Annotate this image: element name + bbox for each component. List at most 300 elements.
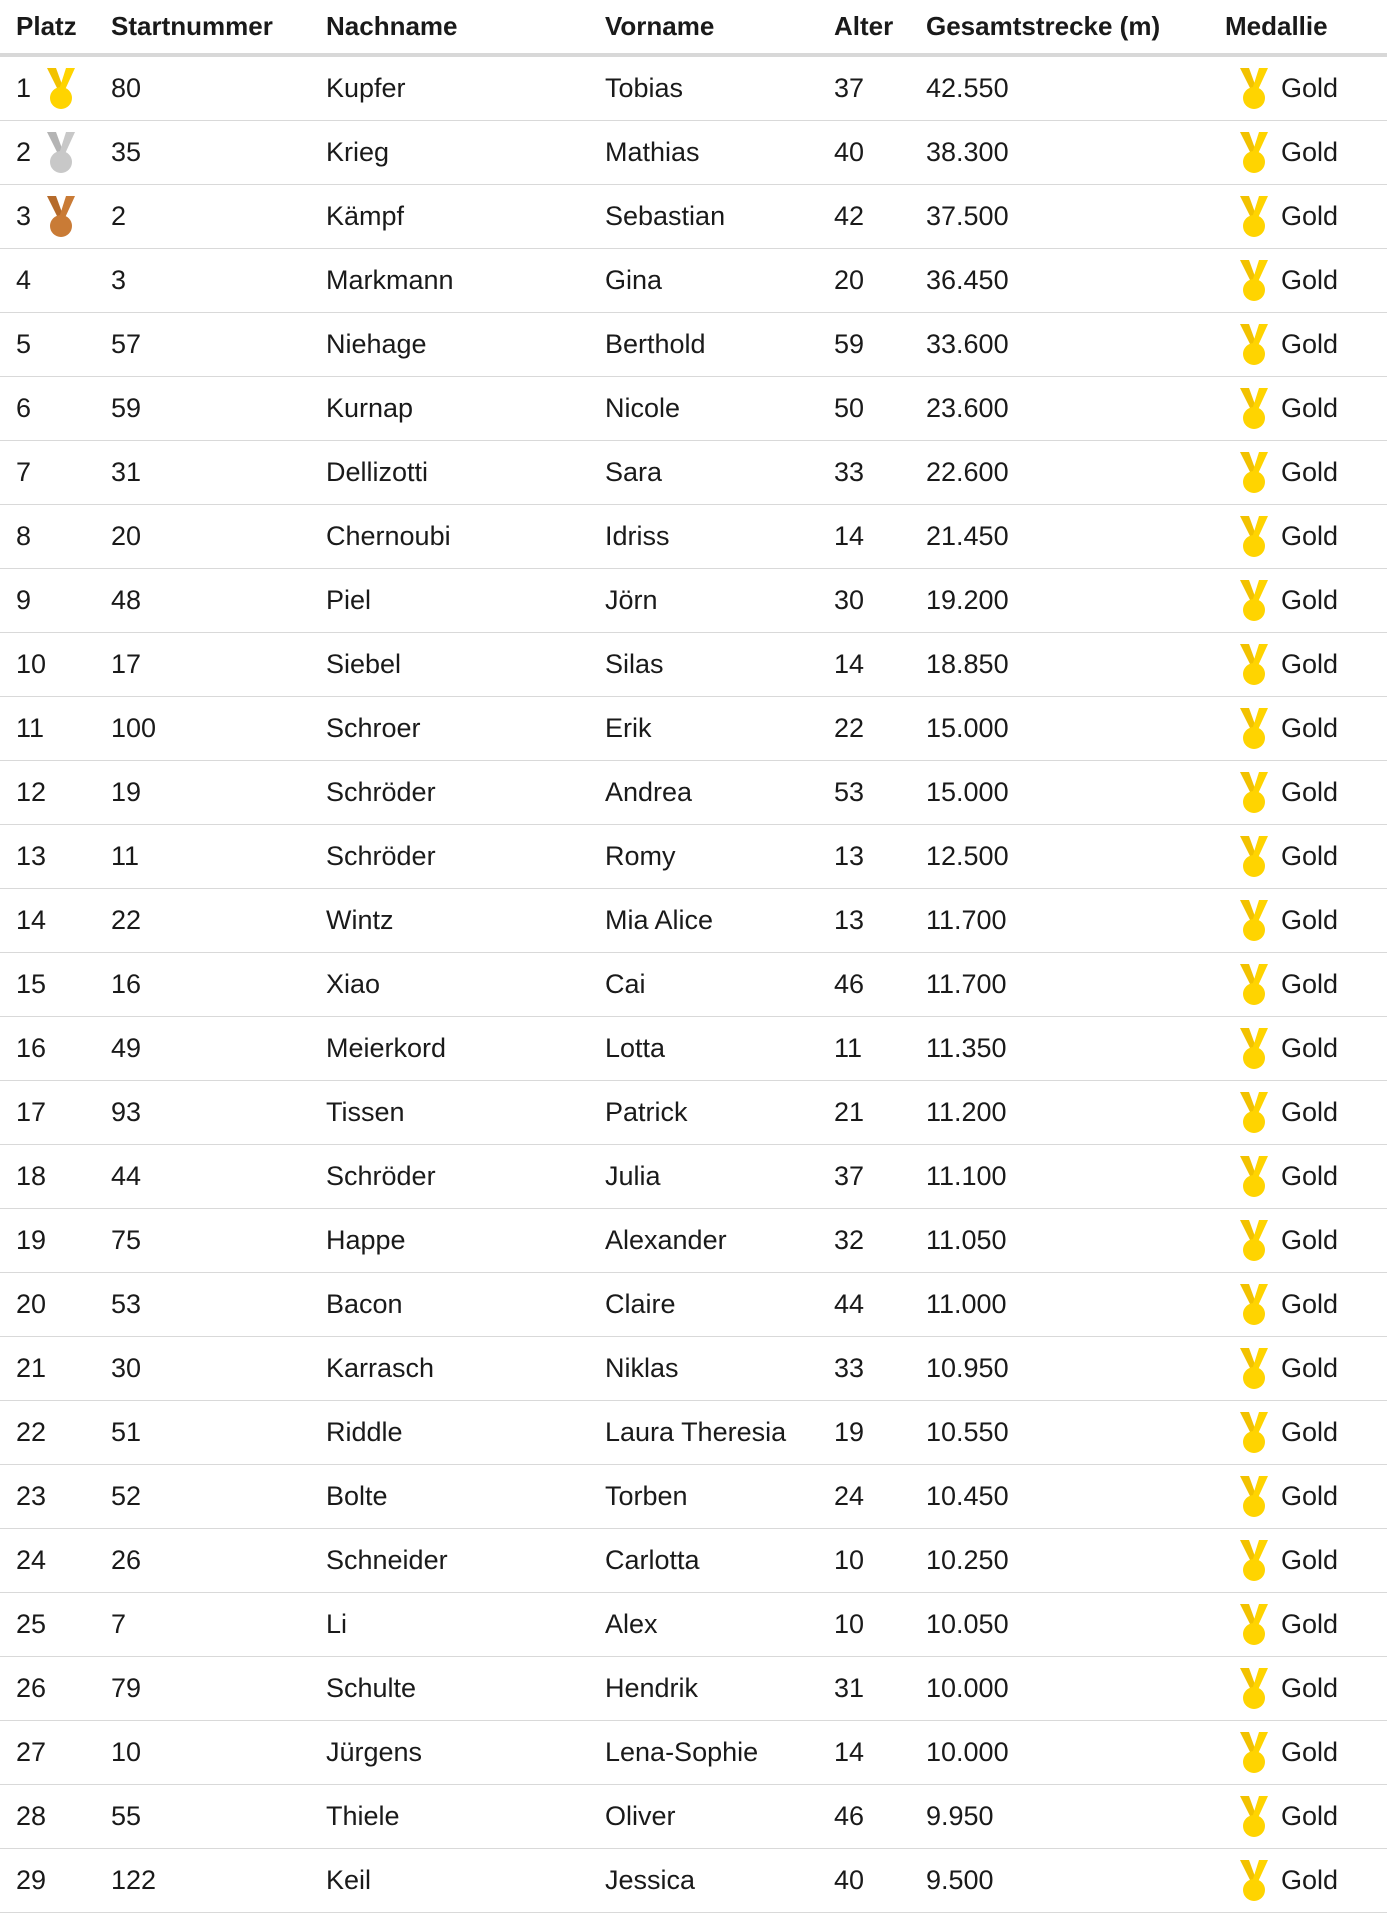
cell-nachname: Jürgens [310, 1720, 589, 1784]
cell-startnummer: 93 [95, 1080, 310, 1144]
table-row [0, 568, 1387, 632]
cell-medaille [1209, 568, 1387, 632]
cell-platz [0, 376, 95, 440]
medal-label: Gold [1281, 1480, 1339, 1511]
cell-startnummer: 16 [95, 952, 310, 1016]
medal-label: Gold [1281, 1160, 1339, 1191]
cell-alter: 37 [818, 1144, 910, 1208]
cell-nachname: Bolte [310, 1464, 589, 1528]
cell-vorname: Mathias [589, 120, 818, 184]
cell-platz [0, 632, 95, 696]
cell-medaille [1209, 824, 1387, 888]
cell-alter: 30 [818, 568, 910, 632]
gold-medal-icon [1238, 898, 1270, 942]
table-row [0, 1016, 1387, 1080]
cell-nachname: Kurnap [310, 376, 589, 440]
table-row [0, 1400, 1387, 1464]
cell-medaille [1209, 760, 1387, 824]
cell-gesamtstrecke: 15.000 [910, 696, 1209, 760]
platz-value: 20 [16, 1288, 47, 1319]
cell-vorname: Erik [589, 696, 818, 760]
cell-startnummer: 7 [95, 1592, 310, 1656]
cell-startnummer: 79 [95, 1656, 310, 1720]
table-row [0, 312, 1387, 376]
cell-vorname: Hendrik [589, 1656, 818, 1720]
cell-gesamtstrecke: 11.700 [910, 952, 1209, 1016]
cell-platz [0, 1720, 95, 1784]
cell-vorname: Idriss [589, 504, 818, 568]
cell-startnummer: 80 [95, 55, 310, 120]
cell-gesamtstrecke: 18.850 [910, 632, 1209, 696]
cell-nachname: Schröder [310, 760, 589, 824]
cell-nachname: Kämpf [310, 184, 589, 248]
table-row [0, 55, 1387, 120]
cell-nachname: Krieg [310, 120, 589, 184]
gold-medal-icon [1238, 834, 1270, 878]
cell-alter: 14 [818, 632, 910, 696]
gold-medal-icon [1238, 1474, 1270, 1518]
cell-platz [0, 1272, 95, 1336]
cell-vorname: Carlotta [589, 1528, 818, 1592]
cell-vorname: Sebastian [589, 184, 818, 248]
cell-vorname: Romy [589, 824, 818, 888]
cell-alter: 10 [818, 1528, 910, 1592]
header-startnummer[interactable]: Startnummer [95, 0, 310, 55]
cell-startnummer: 75 [95, 1208, 310, 1272]
cell-medaille [1209, 1272, 1387, 1336]
platz-value: 26 [16, 1672, 47, 1703]
medal-label: Gold [1281, 136, 1339, 167]
platz-value: 4 [16, 264, 32, 295]
cell-alter: 21 [818, 1080, 910, 1144]
table-row [0, 1848, 1387, 1912]
gold-medal-icon [1238, 450, 1270, 494]
table-header [0, 0, 1387, 55]
cell-gesamtstrecke: 10.000 [910, 1720, 1209, 1784]
cell-vorname: Cai [589, 952, 818, 1016]
table-row [0, 1592, 1387, 1656]
cell-startnummer: 2 [95, 184, 310, 248]
table-row [0, 1080, 1387, 1144]
cell-medaille [1209, 696, 1387, 760]
platz-value: 27 [16, 1736, 47, 1767]
platz-value: 3 [16, 200, 32, 231]
cell-gesamtstrecke: 10.550 [910, 1400, 1209, 1464]
cell-platz [0, 1400, 95, 1464]
cell-medaille [1209, 1784, 1387, 1848]
cell-nachname: Thiele [310, 1784, 589, 1848]
cell-vorname: Andrea [589, 760, 818, 824]
platz-value: 29 [16, 1864, 47, 1895]
cell-alter: 44 [818, 1272, 910, 1336]
cell-vorname: Lena-Sophie [589, 1720, 818, 1784]
medal-label: Gold [1281, 712, 1339, 743]
cell-medaille [1209, 1720, 1387, 1784]
platz-value: 24 [16, 1544, 47, 1575]
cell-gesamtstrecke: 11.050 [910, 1208, 1209, 1272]
platz-value: 9 [16, 584, 32, 615]
medal-label: Gold [1281, 1352, 1339, 1383]
cell-startnummer: 31 [95, 440, 310, 504]
cell-alter: 19 [818, 1400, 910, 1464]
cell-medaille [1209, 1208, 1387, 1272]
header-nachname[interactable]: Nachname [310, 0, 589, 55]
cell-medaille [1209, 1656, 1387, 1720]
cell-startnummer: 26 [95, 1528, 310, 1592]
cell-startnummer: 22 [95, 888, 310, 952]
medal-label: Gold [1281, 1288, 1339, 1319]
cell-gesamtstrecke: 9.950 [910, 1784, 1209, 1848]
gold-medal-icon [1238, 1282, 1270, 1326]
table-row [0, 376, 1387, 440]
platz-value: 18 [16, 1160, 47, 1191]
cell-nachname: Xiao [310, 952, 589, 1016]
platz-value: 12 [16, 776, 47, 807]
cell-nachname: Schröder [310, 1144, 589, 1208]
cell-vorname: Jessica [589, 1848, 818, 1912]
cell-vorname: Laura Theresia [589, 1400, 818, 1464]
medal-label: Gold [1281, 776, 1339, 807]
gold-medal-icon [1238, 578, 1270, 622]
platz-value: 22 [16, 1416, 47, 1447]
cell-gesamtstrecke: 11.700 [910, 888, 1209, 952]
table-row [0, 248, 1387, 312]
cell-nachname: Siebel [310, 632, 589, 696]
table-row [0, 1720, 1387, 1784]
gold-medal-icon [1238, 322, 1270, 366]
cell-gesamtstrecke: 23.600 [910, 376, 1209, 440]
cell-platz [0, 696, 95, 760]
cell-startnummer: 100 [95, 696, 310, 760]
cell-medaille [1209, 184, 1387, 248]
cell-vorname: Alexander [589, 1208, 818, 1272]
cell-platz [0, 1016, 95, 1080]
cell-nachname: Riddle [310, 1400, 589, 1464]
cell-medaille [1209, 55, 1387, 120]
cell-vorname: Niklas [589, 1336, 818, 1400]
platz-value: 7 [16, 456, 32, 487]
table-row [0, 1528, 1387, 1592]
cell-vorname: Mia Alice [589, 888, 818, 952]
cell-gesamtstrecke: 12.500 [910, 824, 1209, 888]
table-row [0, 952, 1387, 1016]
cell-startnummer: 44 [95, 1144, 310, 1208]
gold-medal-icon [1238, 706, 1270, 750]
gold-medal-icon [1238, 386, 1270, 430]
medal-label: Gold [1281, 904, 1339, 935]
cell-gesamtstrecke: 9.500 [910, 1848, 1209, 1912]
silver-medal-icon [45, 130, 77, 174]
gold-medal-icon [1238, 1666, 1270, 1710]
gold-medal-icon [1238, 1154, 1270, 1198]
cell-alter: 59 [818, 312, 910, 376]
cell-nachname: Bacon [310, 1272, 589, 1336]
cell-startnummer: 30 [95, 1336, 310, 1400]
table-row [0, 1208, 1387, 1272]
cell-gesamtstrecke: 10.250 [910, 1528, 1209, 1592]
cell-gesamtstrecke: 15.000 [910, 760, 1209, 824]
cell-gesamtstrecke: 19.200 [910, 568, 1209, 632]
cell-gesamtstrecke: 42.550 [910, 55, 1209, 120]
gold-medal-icon [1238, 1410, 1270, 1454]
cell-alter: 14 [818, 504, 910, 568]
table-row [0, 760, 1387, 824]
cell-startnummer: 59 [95, 376, 310, 440]
cell-vorname: Oliver [589, 1784, 818, 1848]
gold-medal-icon [1238, 1218, 1270, 1262]
cell-medaille [1209, 888, 1387, 952]
table-row [0, 1336, 1387, 1400]
medal-label: Gold [1281, 392, 1339, 423]
cell-alter: 11 [818, 1016, 910, 1080]
gold-medal-icon [1238, 1346, 1270, 1390]
cell-startnummer: 19 [95, 760, 310, 824]
cell-startnummer: 35 [95, 120, 310, 184]
cell-platz [0, 504, 95, 568]
gold-medal-icon [1238, 1730, 1270, 1774]
cell-gesamtstrecke: 11.350 [910, 1016, 1209, 1080]
medal-label: Gold [1281, 1416, 1339, 1447]
cell-alter: 46 [818, 952, 910, 1016]
cell-platz [0, 824, 95, 888]
cell-startnummer: 51 [95, 1400, 310, 1464]
medal-label: Gold [1281, 968, 1339, 999]
gold-medal-icon [45, 66, 77, 110]
cell-alter: 33 [818, 440, 910, 504]
cell-startnummer: 48 [95, 568, 310, 632]
cell-platz [0, 440, 95, 504]
gold-medal-icon [1238, 1538, 1270, 1582]
table-row [0, 824, 1387, 888]
cell-vorname: Lotta [589, 1016, 818, 1080]
cell-gesamtstrecke: 10.000 [910, 1656, 1209, 1720]
platz-value: 14 [16, 904, 47, 935]
cell-alter: 22 [818, 696, 910, 760]
cell-medaille [1209, 952, 1387, 1016]
cell-alter: 33 [818, 1336, 910, 1400]
gold-medal-icon [1238, 514, 1270, 558]
medal-label: Gold [1281, 264, 1339, 295]
cell-nachname: Schroer [310, 696, 589, 760]
cell-platz [0, 184, 95, 248]
cell-medaille [1209, 1336, 1387, 1400]
cell-nachname: Schulte [310, 1656, 589, 1720]
gold-medal-icon [1238, 642, 1270, 686]
medal-label: Gold [1281, 1224, 1339, 1255]
cell-platz [0, 248, 95, 312]
cell-platz [0, 1784, 95, 1848]
cell-medaille [1209, 120, 1387, 184]
platz-value: 21 [16, 1352, 47, 1383]
cell-gesamtstrecke: 21.450 [910, 504, 1209, 568]
cell-medaille [1209, 1080, 1387, 1144]
gold-medal-icon [1238, 770, 1270, 814]
medal-label: Gold [1281, 200, 1339, 231]
cell-medaille [1209, 440, 1387, 504]
medal-label: Gold [1281, 840, 1339, 871]
header-vorname[interactable]: Vorname [589, 0, 818, 55]
cell-alter: 46 [818, 1784, 910, 1848]
cell-medaille [1209, 248, 1387, 312]
platz-value: 13 [16, 840, 47, 871]
cell-nachname: Dellizotti [310, 440, 589, 504]
medal-label: Gold [1281, 456, 1339, 487]
cell-alter: 13 [818, 824, 910, 888]
header-alter[interactable]: Alter [818, 0, 910, 55]
cell-gesamtstrecke: 11.100 [910, 1144, 1209, 1208]
platz-value: 23 [16, 1480, 47, 1511]
cell-alter: 42 [818, 184, 910, 248]
table-row [0, 888, 1387, 952]
medal-label: Gold [1281, 328, 1339, 359]
table-body [0, 55, 1387, 1912]
cell-nachname: Meierkord [310, 1016, 589, 1080]
gold-medal-icon [1238, 130, 1270, 174]
cell-platz [0, 1336, 95, 1400]
cell-alter: 37 [818, 55, 910, 120]
bronze-medal-icon [45, 194, 77, 238]
medal-label: Gold [1281, 1864, 1339, 1895]
cell-vorname: Sara [589, 440, 818, 504]
cell-nachname: Keil [310, 1848, 589, 1912]
cell-platz [0, 952, 95, 1016]
table-row [0, 696, 1387, 760]
cell-vorname: Jörn [589, 568, 818, 632]
cell-platz [0, 312, 95, 376]
cell-platz [0, 1464, 95, 1528]
table-row [0, 1144, 1387, 1208]
cell-vorname: Torben [589, 1464, 818, 1528]
cell-platz [0, 1208, 95, 1272]
cell-medaille [1209, 632, 1387, 696]
platz-value: 15 [16, 968, 47, 999]
cell-medaille [1209, 1464, 1387, 1528]
cell-vorname: Alex [589, 1592, 818, 1656]
cell-medaille [1209, 1848, 1387, 1912]
platz-value: 8 [16, 520, 32, 551]
table-row [0, 1272, 1387, 1336]
platz-value: 5 [16, 328, 32, 359]
cell-vorname: Berthold [589, 312, 818, 376]
cell-vorname: Patrick [589, 1080, 818, 1144]
cell-platz [0, 120, 95, 184]
cell-alter: 32 [818, 1208, 910, 1272]
cell-platz [0, 568, 95, 632]
medal-label: Gold [1281, 1096, 1339, 1127]
cell-platz [0, 1848, 95, 1912]
cell-platz [0, 55, 95, 120]
cell-vorname: Tobias [589, 55, 818, 120]
header-gesamtstrecke[interactable]: Gesamtstrecke (m) [910, 0, 1209, 55]
cell-nachname: Niehage [310, 312, 589, 376]
medal-label: Gold [1281, 584, 1339, 615]
gold-medal-icon [1238, 66, 1270, 110]
cell-gesamtstrecke: 10.950 [910, 1336, 1209, 1400]
cell-gesamtstrecke: 38.300 [910, 120, 1209, 184]
cell-gesamtstrecke: 22.600 [910, 440, 1209, 504]
platz-value: 11 [16, 712, 45, 743]
cell-nachname: Markmann [310, 248, 589, 312]
cell-vorname: Claire [589, 1272, 818, 1336]
medal-label: Gold [1281, 1544, 1339, 1575]
platz-value: 6 [16, 392, 32, 423]
cell-startnummer: 53 [95, 1272, 310, 1336]
platz-value: 2 [16, 136, 32, 167]
table-row [0, 1784, 1387, 1848]
cell-platz [0, 1144, 95, 1208]
medal-label: Gold [1281, 1736, 1339, 1767]
cell-nachname: Wintz [310, 888, 589, 952]
cell-startnummer: 55 [95, 1784, 310, 1848]
gold-medal-icon [1238, 1602, 1270, 1646]
cell-alter: 50 [818, 376, 910, 440]
platz-value: 17 [16, 1096, 47, 1127]
gold-medal-icon [1238, 1090, 1270, 1134]
platz-value: 1 [16, 72, 32, 103]
cell-startnummer: 52 [95, 1464, 310, 1528]
table-row [0, 632, 1387, 696]
cell-alter: 40 [818, 1848, 910, 1912]
cell-medaille [1209, 1144, 1387, 1208]
gold-medal-icon [1238, 1858, 1270, 1902]
table-row [0, 184, 1387, 248]
platz-value: 19 [16, 1224, 47, 1255]
cell-alter: 24 [818, 1464, 910, 1528]
header-medaille[interactable]: Medallie [1209, 0, 1387, 55]
table-row [0, 120, 1387, 184]
cell-nachname: Happe [310, 1208, 589, 1272]
cell-nachname: Chernoubi [310, 504, 589, 568]
platz-value: 28 [16, 1800, 47, 1831]
table-row [0, 504, 1387, 568]
cell-gesamtstrecke: 11.200 [910, 1080, 1209, 1144]
medal-label: Gold [1281, 648, 1339, 679]
medal-label: Gold [1281, 1800, 1339, 1831]
cell-nachname: Schröder [310, 824, 589, 888]
cell-nachname: Kupfer [310, 55, 589, 120]
cell-nachname: Schneider [310, 1528, 589, 1592]
cell-medaille [1209, 376, 1387, 440]
cell-startnummer: 122 [95, 1848, 310, 1912]
cell-vorname: Nicole [589, 376, 818, 440]
cell-startnummer: 49 [95, 1016, 310, 1080]
cell-medaille [1209, 312, 1387, 376]
cell-medaille [1209, 1016, 1387, 1080]
medal-label: Gold [1281, 1608, 1339, 1639]
cell-alter: 31 [818, 1656, 910, 1720]
cell-platz [0, 1592, 95, 1656]
cell-gesamtstrecke: 10.050 [910, 1592, 1209, 1656]
header-row [0, 0, 1387, 55]
cell-medaille [1209, 1400, 1387, 1464]
cell-nachname: Li [310, 1592, 589, 1656]
cell-platz [0, 888, 95, 952]
platz-value: 25 [16, 1608, 47, 1639]
cell-medaille [1209, 1592, 1387, 1656]
cell-alter: 20 [818, 248, 910, 312]
cell-vorname: Gina [589, 248, 818, 312]
cell-startnummer: 3 [95, 248, 310, 312]
platz-value: 10 [16, 648, 47, 679]
cell-gesamtstrecke: 36.450 [910, 248, 1209, 312]
cell-platz [0, 1080, 95, 1144]
header-platz[interactable]: Platz [0, 0, 95, 55]
table-row [0, 1464, 1387, 1528]
cell-medaille [1209, 1528, 1387, 1592]
cell-platz [0, 1656, 95, 1720]
cell-alter: 53 [818, 760, 910, 824]
gold-medal-icon [1238, 1026, 1270, 1070]
